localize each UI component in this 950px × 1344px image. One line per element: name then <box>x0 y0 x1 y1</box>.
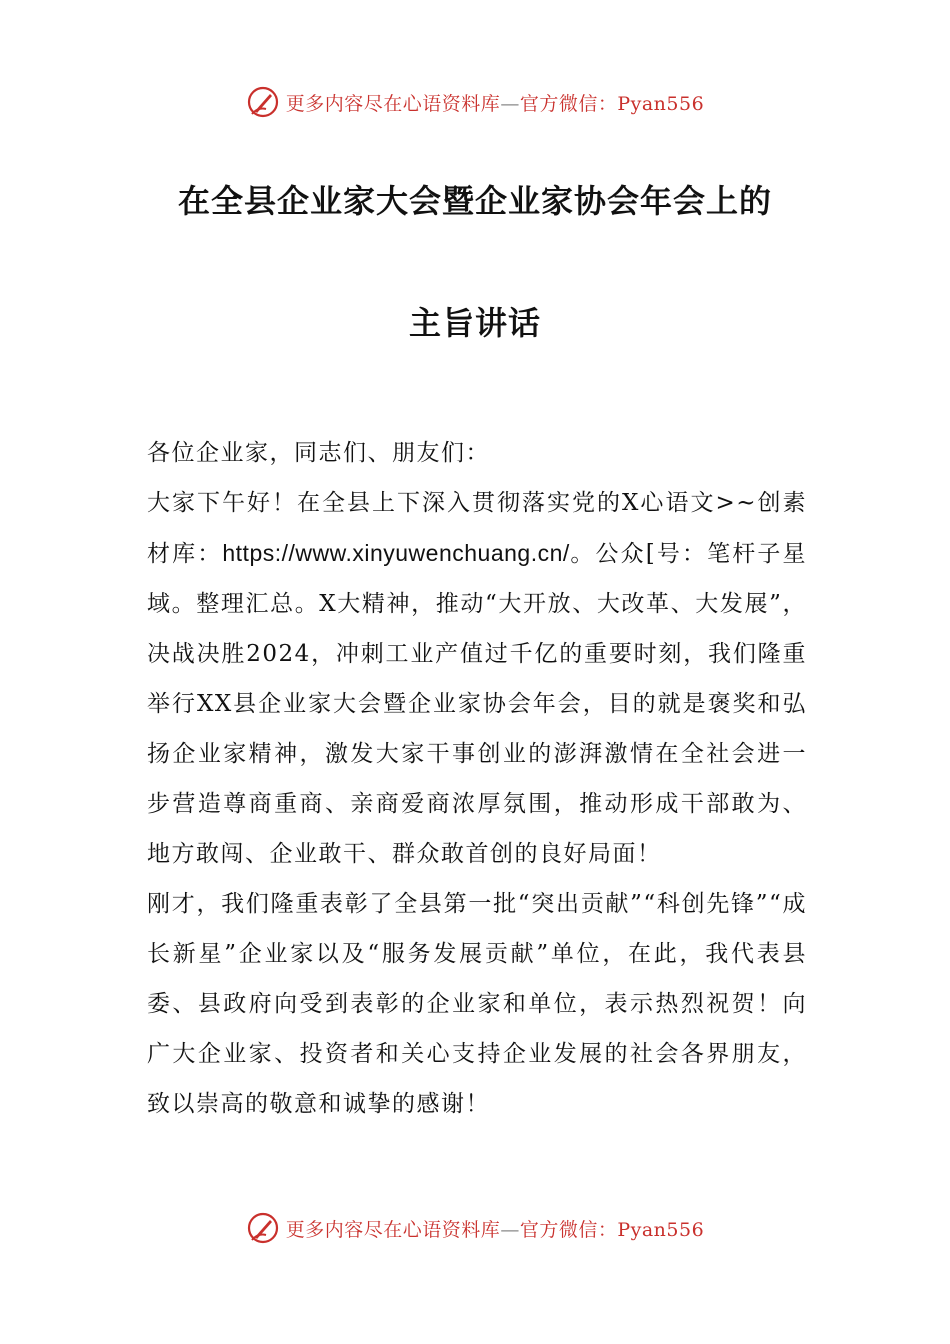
banner-site-text: 更多内容尽在心语资料库 <box>285 92 501 115</box>
quill-pen-logo-icon <box>246 1211 280 1245</box>
salutation: 各位企业家，同志们、朋友们： <box>147 440 490 466</box>
paragraph-1-part-b: 。公众[号：笔杆子星域。整理汇总。X大精神，推动“大开放、大改革、大发展”，决战决胜2024，冲刺工业产值过千亿的重要时刻，我们隆重举行XX县企业家大会暨企业家协会年会，目的就是褒奖和弘扬企业家精神，激发大家干事创业的澎湃激情在全社会进一步营造尊商重商、亲商爱商浓厚氛围，推动形成干部敢为、地方敢闯、企业敢干、群众敢首创的良好局面！ <box>147 541 807 867</box>
banner-contact-id: Pyan556 <box>617 92 705 115</box>
document-body <box>147 428 807 1129</box>
banner-dash: — <box>500 1218 520 1241</box>
banner-text <box>286 89 704 116</box>
banner-contact-label: 官方微信： <box>519 92 618 115</box>
footer-banner <box>0 1208 950 1248</box>
paragraph-1-part-a: 大家下午好！在全县上下深入贯彻落实党的X心语文>~创素材库： <box>147 490 807 567</box>
document-title-line2: 主旨讲话 <box>408 304 541 342</box>
paragraph-1 <box>147 478 807 879</box>
document-title-line1: 在全县企业家大会暨企业家协会年会上的 <box>177 182 772 220</box>
paragraph-2: 刚才，我们隆重表彰了全县第一批“突出贡献”“科创先锋”“成长新星”企业家以及“服务发展贡献”单位，在此，我代表县委、县政府向受到表彰的企业家和单位，表示热烈祝贺！向广大企业家、投资者和关心支持企业发展的社会各界朋友，致以崇高的敬意和诚挚的感谢！ <box>147 891 807 1117</box>
banner-dash: — <box>500 92 520 115</box>
header-banner <box>0 82 950 122</box>
quill-pen-logo-icon <box>246 85 280 119</box>
banner-contact-label: 官方微信： <box>519 1218 618 1241</box>
banner-site-text: 更多内容尽在心语资料库 <box>285 1218 501 1241</box>
banner-contact-id: Pyan556 <box>617 1218 705 1241</box>
source-url-link[interactable]: https://www.xinyuwenchuang.cn/ <box>222 540 570 566</box>
banner-text <box>286 1215 704 1242</box>
